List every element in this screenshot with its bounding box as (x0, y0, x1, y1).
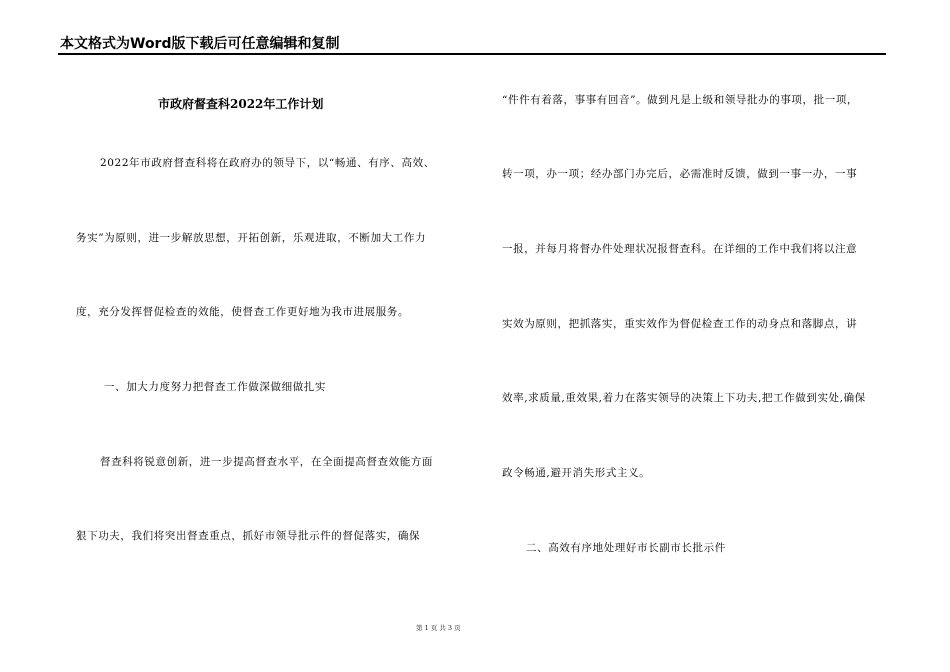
paragraph-line: 2022年市政府督查科将在政府办的领导下，以“畅通、有序、高效、 (100, 157, 435, 169)
section-heading: 一、加大力度努力把督查工作做深做细做扎实 (104, 381, 326, 393)
paragraph-line: 督查科将锐意创新，进一步提高督查水平，在全面提高督查效能方面 (100, 456, 433, 468)
page-indicator: 第 1 页 共 3 页 (416, 624, 461, 632)
paragraph-line: “件件有着落，事事有回音”。做到凡是上级和领导批办的事项，批一项， (502, 94, 859, 106)
paragraph-line: 务实”为原则，进一步解放思想，开拓创新，乐观进取，不断加大工作力 (76, 232, 427, 244)
paragraph-line: 实效为原则，把抓落实，重实效作为督促检查工作的动身点和落脚点，讲 (502, 318, 858, 330)
header-banner: 本文格式为Word版下载后可任意编辑和复制 (60, 36, 340, 52)
paragraph-line: 一报，并每月将督办件处理状况报督查科。在详细的工作中我们将以注意 (502, 243, 858, 255)
paragraph-line: 转一项，办一项；经办部门办完后，必需准时反馈，做到一事一办，一事 (502, 168, 858, 180)
paragraph-line: 度，充分发挥督促检查的效能，使督查工作更好地为我市进展服务。 (76, 306, 409, 318)
section-heading: 二、高效有序地处理好市长副市长批示件 (526, 542, 726, 554)
paragraph-line: 狠下功夫，我们将突出督查重点，抓好市领导批示件的督促落实，确保 (76, 530, 421, 542)
paragraph-line: 效率,求质量,重效果,着力在落实领导的决策上下功夫,把工作做到实处,确保 (502, 392, 866, 404)
paragraph-line: 政令畅通,避开消失形式主义。 (502, 467, 651, 479)
document-title: 市政府督查科2022年工作计划 (158, 97, 324, 111)
header-divider (58, 53, 886, 55)
